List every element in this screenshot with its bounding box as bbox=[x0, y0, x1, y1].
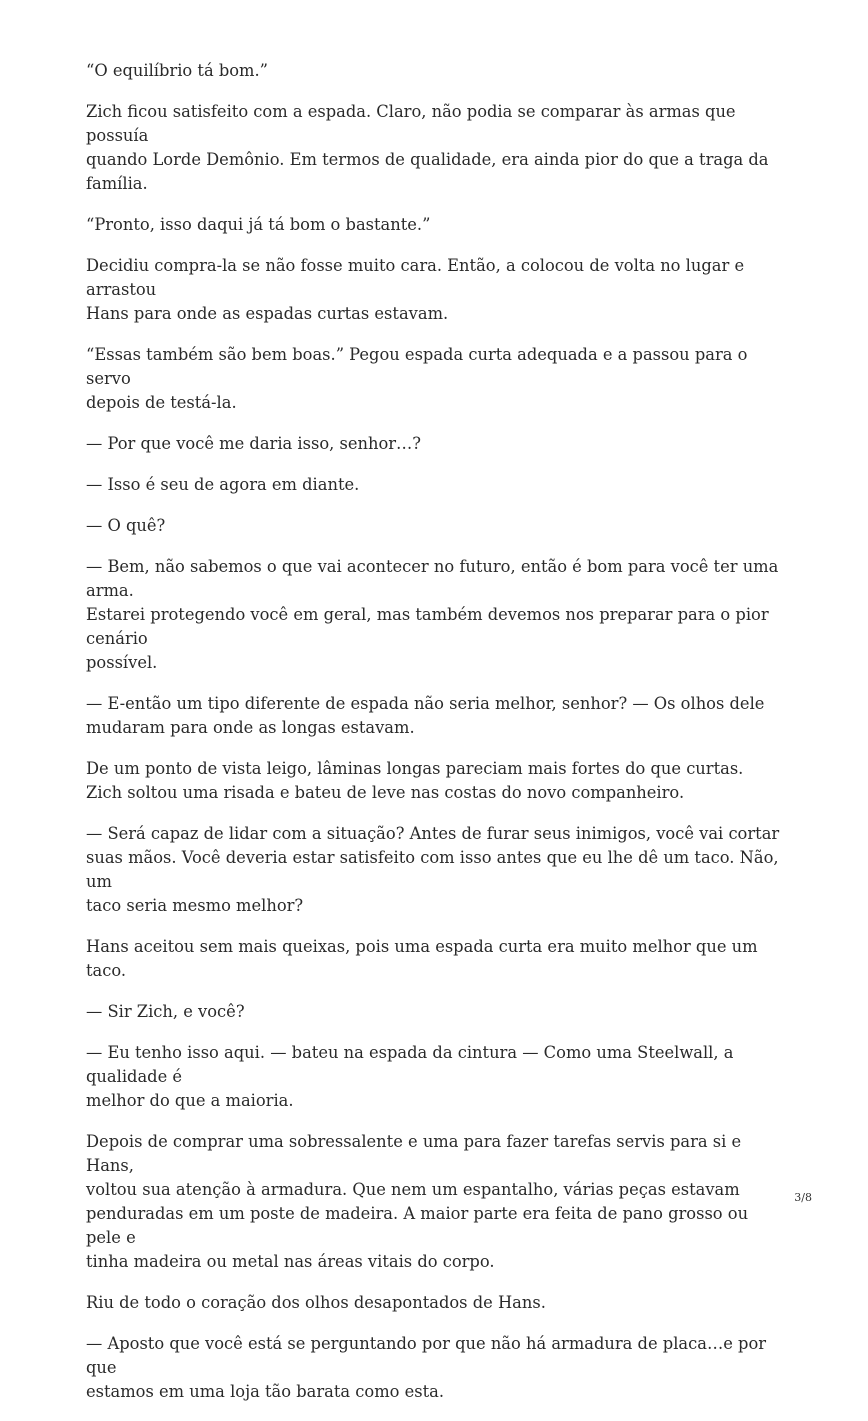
paragraph: — Sir Zich, e você? bbox=[86, 1002, 245, 1021]
paragraph: — E-então um tipo diferente de espada não seria melhor, senhor? — Os olhos dele mudaram para onde as longas estavam. bbox=[86, 694, 765, 737]
paragraph: Riu de todo o coração dos olhos desapontados de Hans. bbox=[86, 1293, 546, 1312]
paragraph: “Pronto, isso daqui já tá bom o bastante.” bbox=[86, 215, 431, 234]
paragraph: — Aposto que você está se perguntando por que não há armadura de placa…e por que estamos em uma loja tão barata como esta. bbox=[86, 1334, 767, 1401]
paragraph: — O quê? bbox=[86, 516, 166, 535]
paragraph: “O equilíbrio tá bom.” bbox=[86, 61, 268, 80]
paragraph: — Eu tenho isso aqui. — bateu na espada da cintura — Como uma Steelwall, a qualidade é melhor do que a maioria. bbox=[86, 1043, 734, 1110]
page-number: 3/8 bbox=[794, 1191, 812, 1204]
paragraph: — Bem, não sabemos o que vai acontecer no futuro, então é bom para você ter uma arma. Estarei protegendo você em geral, mas também devemos nos preparar para o pior cenário possível. bbox=[86, 557, 779, 672]
paragraph: Hans aceitou sem mais queixas, pois uma espada curta era muito melhor que um taco. bbox=[86, 937, 758, 980]
document-body bbox=[86, 59, 786, 1421]
paragraph: De um ponto de vista leigo, lâminas longas pareciam mais fortes do que curtas. Zich soltou uma risada e bateu de leve nas costas do novo companheiro. bbox=[86, 759, 744, 802]
paragraph: “Essas também são bem boas.” Pegou espada curta adequada e a passou para o servo depois de testá-la. bbox=[86, 345, 748, 412]
paragraph: Depois de comprar uma sobressalente e uma para fazer tarefas servis para si e Hans, voltou sua atenção à armadura. Que nem um espantalho, várias peças estavam penduradas em um poste de madeira. A maior parte era feita de pano grosso ou pele e tinha madeira ou metal nas áreas vitais do corpo. bbox=[86, 1132, 749, 1271]
paragraph: Zich ficou satisfeito com a espada. Claro, não podia se comparar às armas que possuía quando Lorde Demônio. Em termos de qualidade, era ainda pior do que a traga da família. bbox=[86, 102, 769, 193]
paragraph: — Isso é seu de agora em diante. bbox=[86, 475, 360, 494]
paragraph: — Por que você me daria isso, senhor…? bbox=[86, 434, 422, 453]
paragraph: — Será capaz de lidar com a situação? Antes de furar seus inimigos, você vai cortar suas mãos. Você deveria estar satisfeito com isso antes que eu lhe dê um taco. Não, um taco seria mesmo melhor? bbox=[86, 824, 780, 915]
paragraph: Decidiu compra-la se não fosse muito cara. Então, a colocou de volta no lugar e arrastou Hans para onde as espadas curtas estavam. bbox=[86, 256, 745, 323]
